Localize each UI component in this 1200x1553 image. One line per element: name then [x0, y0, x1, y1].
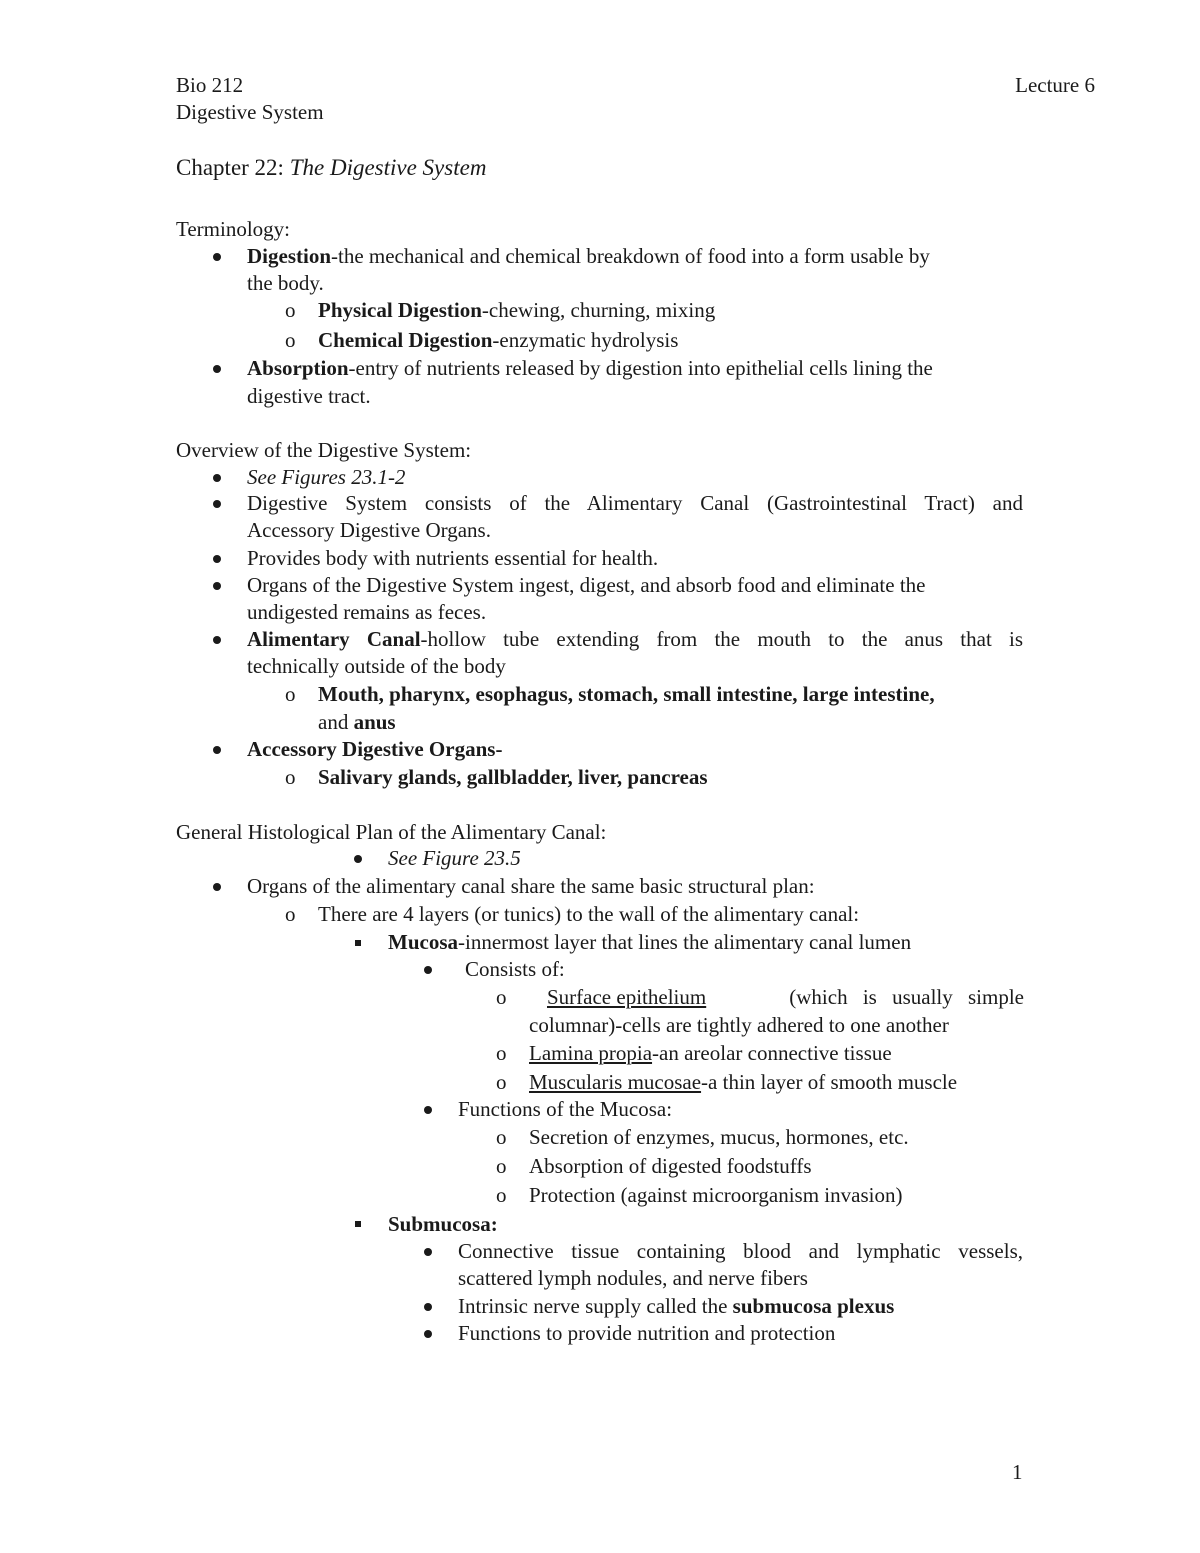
circle-bullet-icon: o — [285, 765, 296, 789]
topic-name: Digestive System — [176, 100, 324, 124]
submucosa-ct-item: Connective tissue containing blood and lymphatic vessels, — [458, 1239, 1023, 1263]
bullet-icon — [213, 365, 221, 373]
mucosa-def: -innermost layer that lines the alimentary canal lumen — [458, 930, 912, 954]
physical-digestion-def: -chewing, churning, mixing — [481, 298, 716, 322]
lamina-propia-def: -an areolar connective tissue — [652, 1041, 892, 1065]
alimentary-canal-def: -hollow tube extending from the mouth to the anus that is — [420, 627, 1023, 651]
provides-item: Provides body with nutrients essential for health. — [247, 546, 659, 570]
four-layers-item: There are 4 layers (or tunics) to the wall of the alimentary canal: — [318, 902, 860, 926]
absorption-def-cont: digestive tract. — [247, 384, 371, 408]
circle-bullet-icon: o — [496, 1070, 507, 1094]
overview-heading: Overview of the Digestive System: — [176, 438, 472, 462]
muscularis-mucosae-item — [529, 1069, 957, 1096]
muscularis-mucosae-term: Muscularis mucosae — [529, 1070, 702, 1094]
share-plan-item: Organs of the alimentary canal share the same basic structural plan: — [247, 874, 815, 898]
square-bullet-icon — [355, 1221, 361, 1227]
alimentary-canal-def-cont: technically outside of the body — [247, 654, 506, 678]
canal-parts-and: and — [318, 710, 354, 734]
lamina-propia-item — [529, 1040, 892, 1067]
accessory-organs-term: Accessory Digestive Organs- — [247, 737, 503, 761]
accessory-organs-list: Salivary glands, gallbladder, liver, pancreas — [318, 765, 708, 789]
organs-item: Organs of the Digestive System ingest, digest, and absorb food and eliminate the — [247, 573, 926, 597]
chemical-digestion-def: -enzymatic hydrolysis — [492, 328, 679, 352]
digestion-term: Digestion — [247, 244, 331, 268]
terminology-heading: Terminology: — [176, 217, 291, 241]
histology-heading: General Histological Plan of the Alimentary Canal: — [176, 820, 607, 844]
circle-bullet-icon: o — [285, 328, 296, 352]
organs-item-cont: undigested remains as feces. — [247, 600, 487, 624]
submucosa-term: Submucosa: — [388, 1212, 498, 1236]
chemical-digestion-term: Chemical Digestion — [318, 328, 493, 352]
circle-bullet-icon: o — [496, 1125, 507, 1149]
function-protection: Protection (against microorganism invasion) — [529, 1183, 903, 1207]
circle-bullet-icon: o — [285, 298, 296, 322]
circle-bullet-icon: o — [496, 1041, 507, 1065]
bullet-icon — [354, 855, 362, 863]
bullet-icon — [213, 883, 221, 891]
physical-digestion-term: Physical Digestion — [318, 298, 482, 322]
absorption-item — [247, 355, 933, 382]
bullet-icon — [213, 555, 221, 563]
square-bullet-icon — [355, 940, 361, 946]
circle-bullet-icon: o — [496, 1183, 507, 1207]
submucosa-nerve-item — [458, 1293, 894, 1320]
alimentary-canal-item — [247, 626, 1023, 653]
muscularis-mucosae-def: -a thin layer of smooth muscle — [701, 1070, 958, 1094]
function-absorption: Absorption of digested foodstuffs — [529, 1154, 812, 1178]
absorption-def: -entry of nutrients released by digestion into epithelial cells lining the — [348, 356, 933, 380]
consists-item: Digestive System consists of the Alimentary Canal (Gastrointestinal Tract) and — [247, 491, 1023, 515]
chapter-title: The Digestive System — [289, 155, 487, 180]
canal-parts-anus: anus — [353, 710, 396, 734]
submucosa-ct-item-cont: scattered lymph nodules, and nerve fibers — [458, 1266, 808, 1290]
circle-bullet-icon: o — [496, 1154, 507, 1178]
bullet-icon — [424, 1106, 432, 1114]
chapter-label: Chapter 22: — [176, 155, 284, 180]
bullet-icon — [424, 966, 432, 974]
bullet-icon — [424, 1330, 432, 1338]
mucosa-item — [388, 929, 911, 956]
digestion-item — [247, 243, 930, 270]
bullet-icon — [213, 636, 221, 644]
chemical-digestion-item — [318, 327, 678, 354]
page-number: 1 — [1012, 1460, 1023, 1484]
mucosa-term: Mucosa — [388, 930, 458, 954]
surface-epithelium-term: Surface epithelium — [547, 985, 707, 1009]
digestion-def-cont: the body. — [247, 271, 324, 295]
physical-digestion-item — [318, 297, 715, 324]
bullet-icon — [213, 474, 221, 482]
circle-bullet-icon: o — [285, 682, 296, 706]
canal-parts-list: Mouth, pharynx, esophagus, stomach, small intestine, large intestine, — [318, 682, 935, 706]
bullet-icon — [213, 746, 221, 754]
functions-mucosa-label: Functions of the Mucosa: — [458, 1097, 673, 1121]
consists-item-cont: Accessory Digestive Organs. — [247, 518, 491, 542]
submucosa-nerve-pre: Intrinsic nerve supply called the — [458, 1294, 733, 1318]
circle-bullet-icon: o — [285, 902, 296, 926]
bullet-icon — [424, 1248, 432, 1256]
chapter-heading — [176, 154, 486, 181]
absorption-term: Absorption — [247, 356, 349, 380]
see-figures-ref: See Figures 23.1-2 — [247, 465, 406, 489]
surface-epithelium-item — [547, 984, 1024, 1011]
submucosa-functions-item: Functions to provide nutrition and protection — [458, 1321, 836, 1345]
bullet-icon — [213, 253, 221, 261]
surface-epithelium-def: (which is usually simple — [789, 985, 1024, 1009]
digestion-def: -the mechanical and chemical breakdown of food into a form usable by — [331, 244, 930, 268]
function-secretion: Secretion of enzymes, mucus, hormones, etc. — [529, 1125, 909, 1149]
circle-bullet-icon: o — [496, 985, 507, 1009]
bullet-icon — [424, 1303, 432, 1311]
alimentary-canal-term: Alimentary Canal — [247, 627, 421, 651]
bullet-icon — [213, 500, 221, 508]
canal-parts-list-cont — [318, 709, 396, 736]
lamina-propia-term: Lamina propia — [529, 1041, 653, 1065]
submucosa-plexus-term: submucosa plexus — [732, 1294, 895, 1318]
lecture-number: Lecture 6 — [1015, 73, 1095, 97]
consists-of-label: Consists of: — [465, 957, 565, 981]
surface-epithelium-def-cont: columnar)-cells are tightly adhered to one another — [529, 1013, 949, 1037]
bullet-icon — [213, 582, 221, 590]
course-code: Bio 212 — [176, 73, 244, 97]
see-figure-ref: See Figure 23.5 — [388, 846, 521, 870]
